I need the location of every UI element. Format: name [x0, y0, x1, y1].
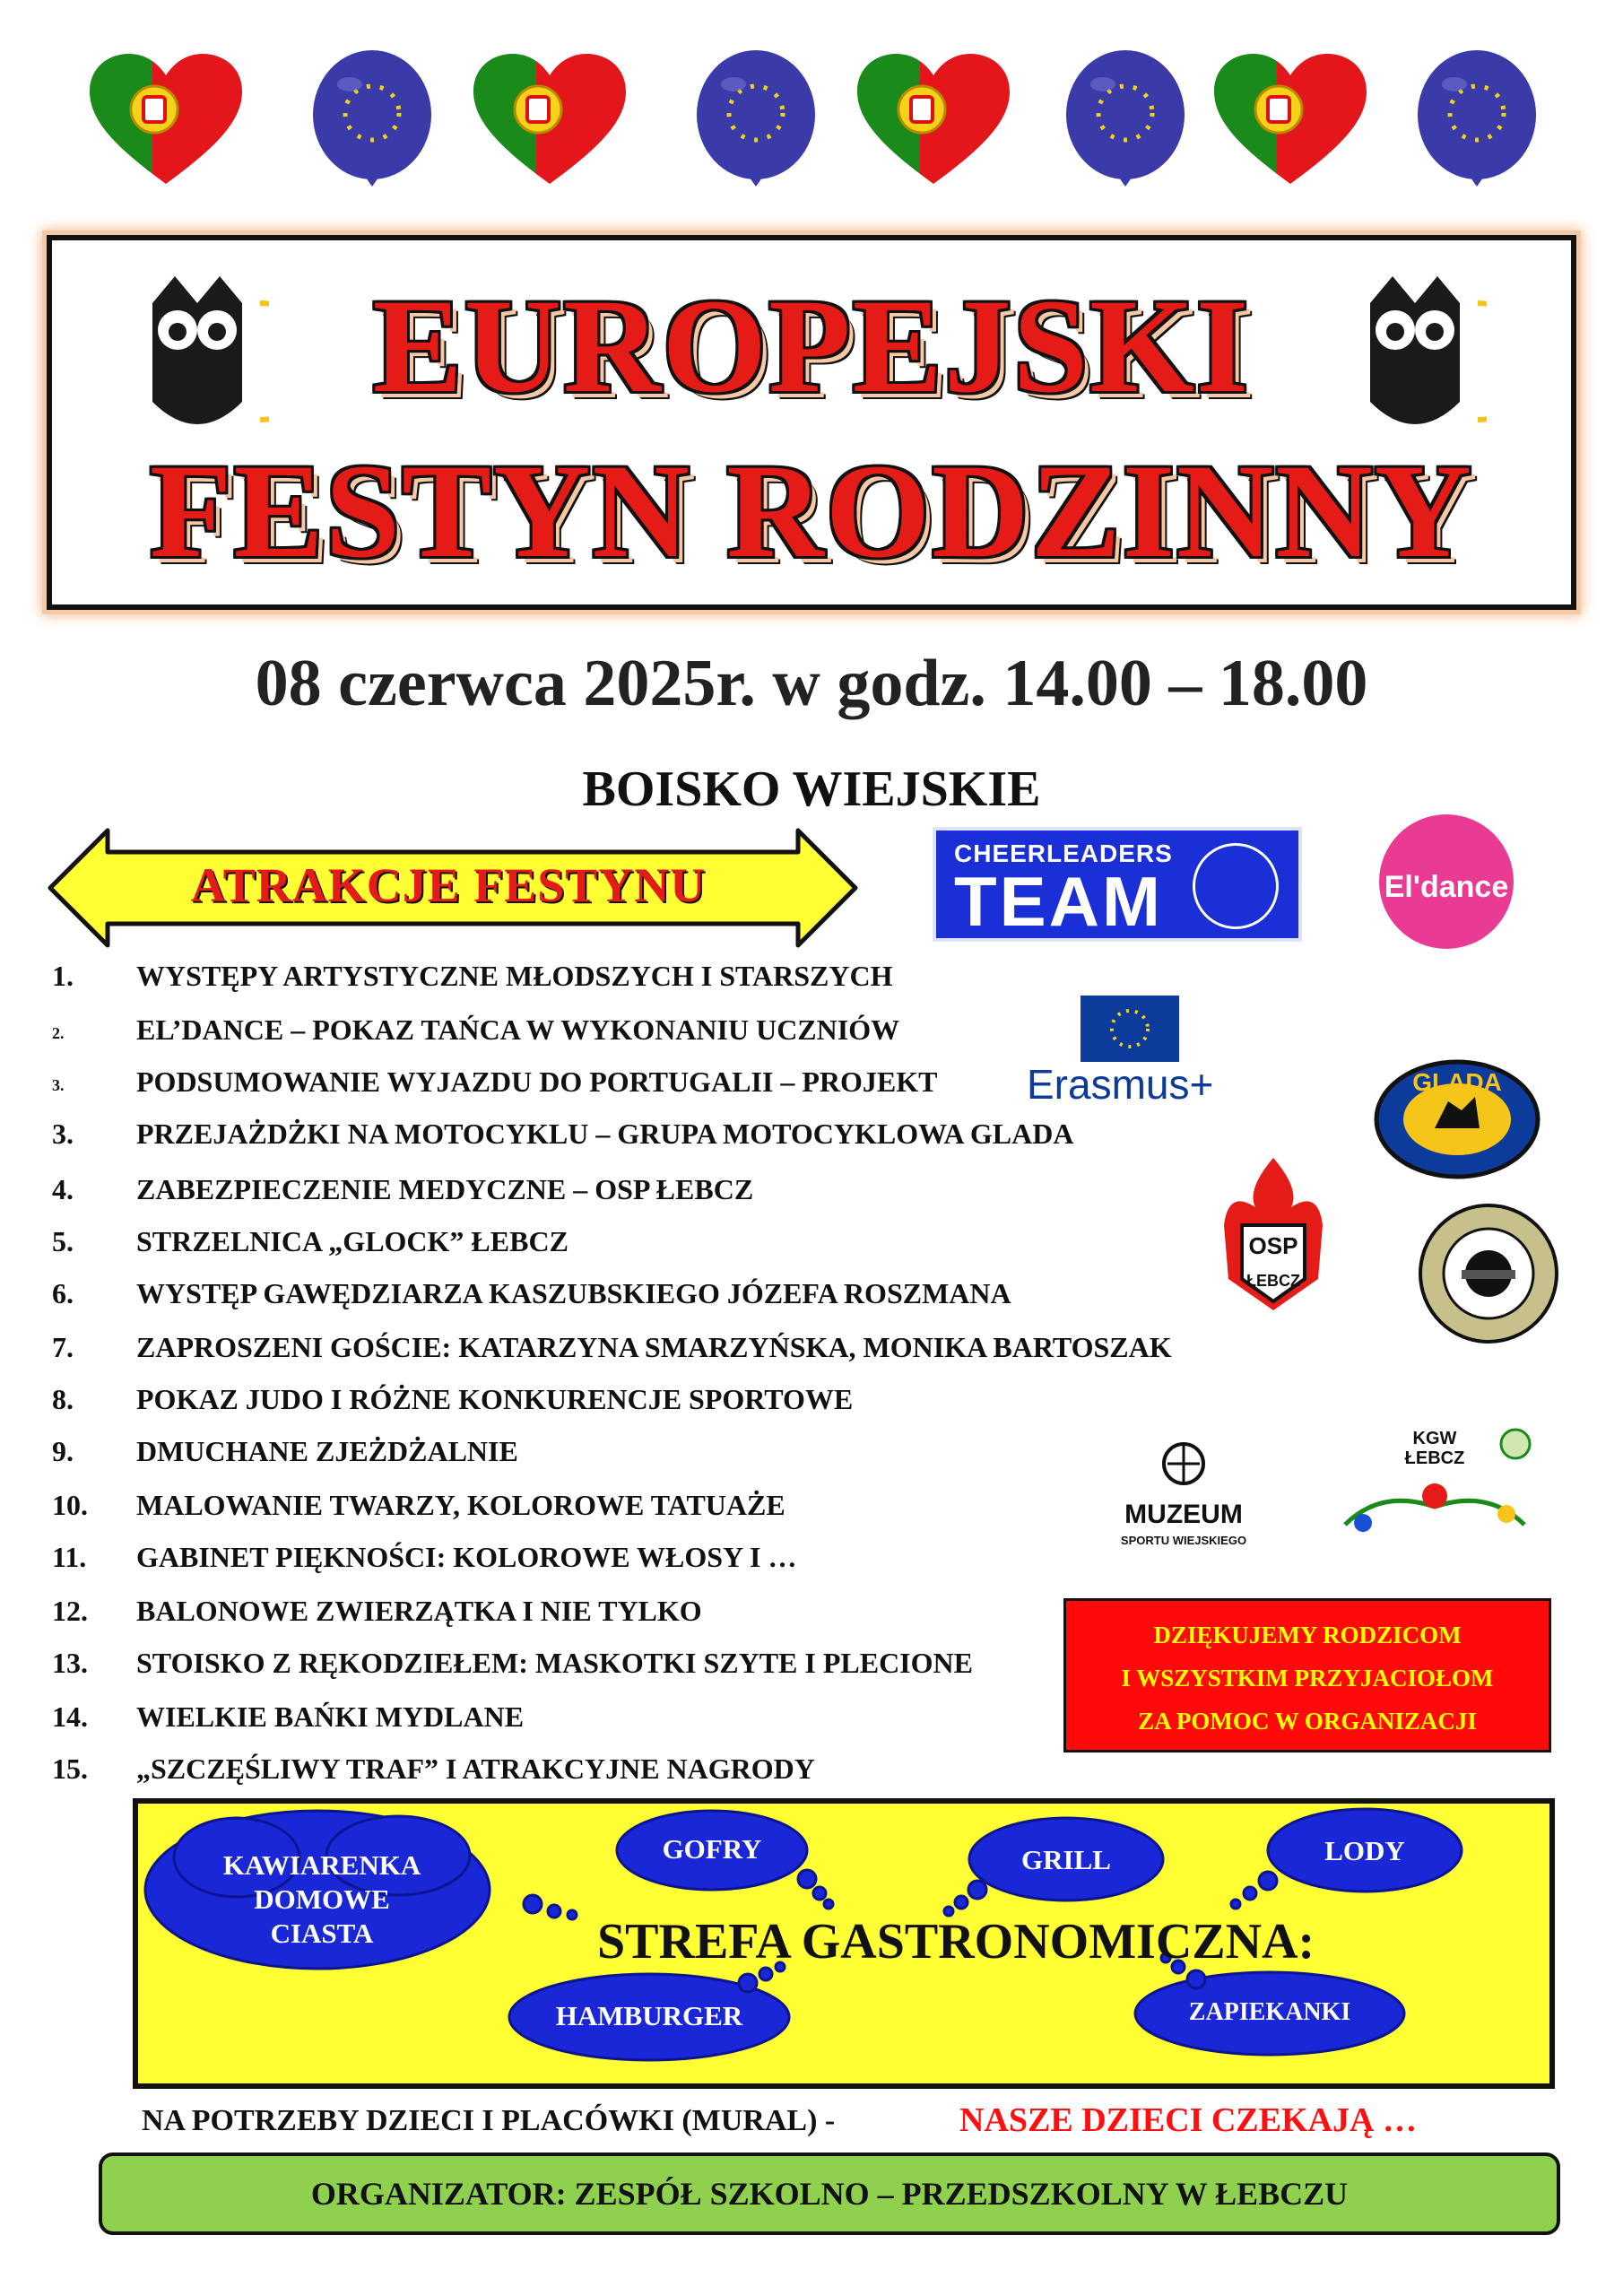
kawiarenka-line-3: CIASTA: [270, 1918, 374, 1949]
decoration-row: [90, 45, 1560, 215]
item-number: 11.: [52, 1541, 87, 1573]
pompom-icon: [1193, 843, 1279, 929]
thanks-line-3: ZA POMOC W ORGANIZACJI: [1138, 1708, 1477, 1735]
title-line-1: EUROPEJSKI: [372, 272, 1251, 421]
kawiarenka-line-1: KAWIARENKA: [222, 1849, 421, 1881]
item-text: EL’DANCE – POKAZ TAŃCA W WYKONANIU UCZNIÓW: [136, 1013, 900, 1046]
thanks-box: [1063, 1598, 1551, 1752]
item-number: 3.: [52, 1118, 74, 1150]
item-number: 1.: [52, 960, 74, 992]
item-text: WYSTĘP GAWĘDZIARZA KASZUBSKIEGO JÓZEFA ROSZMANA: [136, 1277, 1011, 1309]
item-number: 12.: [52, 1595, 88, 1627]
glock-shooting-club-logo: [1417, 1202, 1560, 1345]
event-date: 08 czerwca 2025r. w godz. 14.00 – 18.00: [255, 647, 1368, 720]
item-text: BALONOWE ZWIERZĄTKA I NIE TYLKO: [136, 1595, 702, 1627]
portugal-heart-icon: [473, 54, 626, 188]
list-item: [52, 1173, 1307, 1209]
muzeum-sub-text: SPORTU WIEJSKIEGO: [1120, 1534, 1247, 1547]
gastronomy-zone: [133, 1798, 1555, 2089]
glada-logo: [1372, 1057, 1542, 1182]
item-text: PRZEJAŻDŻKI NA MOTOCYKLU – GRUPA MOTOCYKLOWA GLADA: [136, 1118, 1074, 1150]
item-number: 7.: [52, 1331, 74, 1363]
kgw-sub-text: ŁEBCZ: [1404, 1448, 1465, 1468]
item-text: GABINET PIĘKNOŚCI: KOLOROWE WŁOSY I …: [136, 1541, 797, 1573]
item-number: 4.: [52, 1173, 74, 1205]
list-item: [52, 1383, 1307, 1419]
item-text: WYSTĘPY ARTYSTYCZNE MŁODSZYCH I STARSZYCH: [136, 960, 893, 992]
muzeum-sportu-logo: [1112, 1417, 1255, 1561]
glada-text: GLADA: [1412, 1068, 1502, 1096]
item-text: MALOWANIE TWARZY, KOLOROWE TATUAŻE: [136, 1489, 785, 1521]
erasmus-text: Erasmus+: [1027, 1061, 1214, 1108]
osp-text: OSP: [1248, 1232, 1298, 1259]
list-item: [52, 1225, 1307, 1261]
item-number: 5.: [52, 1225, 74, 1257]
list-item: [52, 1277, 1307, 1313]
list-item: [52, 1331, 1307, 1367]
item-text: STOISKO Z RĘKODZIEŁEM: MASKOTKI SZYTE I PLECIONE: [136, 1647, 973, 1679]
cheerleaders-team-logo: [933, 827, 1302, 942]
muzeum-text: MUZEUM: [1124, 1500, 1243, 1529]
item-text: WIELKIE BAŃKI MYDLANE: [136, 1700, 525, 1733]
list-item: [52, 1752, 1307, 1788]
cloud-gofry: GOFRY: [662, 1833, 762, 1865]
item-number: 15.: [52, 1752, 88, 1785]
gastronomy-title: STREFA GASTRONOMICZNA:: [597, 1914, 1315, 1970]
item-number: 2.: [52, 1024, 65, 1042]
title-line-2: FESTYN RODZINNY: [149, 437, 1474, 586]
item-text: ZABEZPIECZENIE MEDYCZNE – OSP ŁEBCZ: [136, 1173, 754, 1205]
event-place: BOISKO WIEJSKIE: [582, 761, 1041, 817]
item-text: POKAZ JUDO I RÓŻNE KONKURENCJE SPORTOWE: [136, 1383, 854, 1415]
item-number: 14.: [52, 1700, 88, 1733]
item-number: 13.: [52, 1647, 88, 1679]
item-number: 9.: [52, 1435, 74, 1467]
eu-balloon-icon: [1410, 50, 1544, 212]
item-text: DMUCHANE ZJEŻDŻALNIE: [136, 1435, 518, 1467]
item-text: ZAPROSZENI GOŚCIE: KATARZYNA SMARZYŃSKA, MONIKA BARTOSZAK: [136, 1331, 1172, 1363]
eldance-text: El'dance: [1384, 870, 1509, 904]
eu-balloon-icon: [689, 50, 823, 212]
cloud-hamburger: HAMBURGER: [555, 2000, 743, 2031]
cloud-zapiekanki: ZAPIEKANKI: [1188, 1998, 1351, 2026]
eu-balloon-icon: [1058, 50, 1193, 212]
attractions-label: ATRAKCJE FESTYNU: [190, 858, 707, 912]
portugal-heart-icon: [1214, 54, 1367, 188]
eu-balloon-icon: [305, 50, 439, 212]
cloud-kawiarenka: [192, 1848, 452, 1951]
cloud-grill: GRILL: [1021, 1844, 1111, 1875]
kgw-text: KGW: [1412, 1429, 1457, 1448]
osp-sub-text: ŁEBCZ: [1246, 1272, 1300, 1290]
thanks-line-2: I WSZYSTKIM PRZYJACIOŁOM: [1121, 1665, 1494, 1692]
item-number: 3.: [52, 1076, 65, 1094]
eu-flag-icon: [1081, 996, 1179, 1062]
item-text: STRZELNICA „GLOCK” ŁEBCZ: [136, 1225, 568, 1257]
eldance-logo: [1379, 814, 1514, 949]
cloud-lody: LODY: [1324, 1835, 1405, 1866]
item-text: „SZCZĘŚLIWY TRAF” I ATRAKCYJNE NAGRODY: [136, 1752, 815, 1785]
portugal-heart-icon: [857, 54, 1010, 188]
needs-red-text: NASZE DZIECI CZEKAJĄ …: [959, 2101, 1417, 2139]
cheerleaders-big-text: TEAM: [954, 862, 1163, 941]
portugal-heart-icon: [90, 54, 242, 188]
title-box: [47, 235, 1576, 610]
thanks-line-1: DZIĘKUJEMY RODZICOM: [1153, 1622, 1462, 1648]
list-item: [52, 1118, 1307, 1153]
item-number: 10.: [52, 1489, 88, 1521]
cheerleaders-top-text: CHEERLEADERS: [954, 839, 1173, 867]
organizer-box: ORGANIZATOR: ZESPÓŁ SZKOLNO – PRZEDSZKOLNY W ŁEBCZU: [99, 2152, 1560, 2235]
erasmus-logo: [1027, 996, 1251, 1108]
item-number: 6.: [52, 1277, 74, 1309]
list-item: [52, 960, 1307, 996]
item-text: PODSUMOWANIE WYJAZDU DO PORTUGALII – PROJEKT: [136, 1065, 938, 1098]
item-number: 8.: [52, 1383, 74, 1415]
kawiarenka-line-2: DOMOWE: [254, 1883, 390, 1915]
osp-logo: [1202, 1153, 1345, 1315]
kgw-logo: [1327, 1408, 1542, 1552]
needs-text: NA POTRZEBY DZIECI I PLACÓWKI (MURAL) -: [142, 2104, 836, 2137]
